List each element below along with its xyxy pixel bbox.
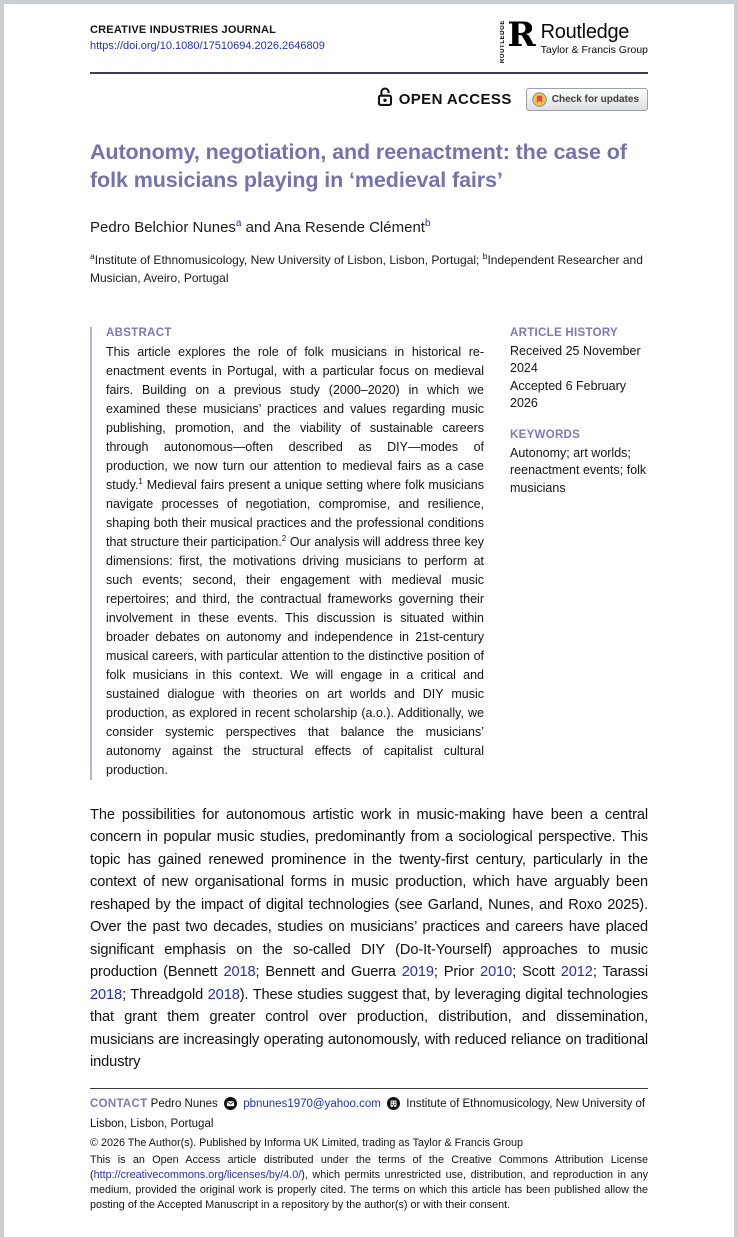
keywords-list: Autonomy; art worlds; reenactment events; folk musicians <box>510 445 647 495</box>
abstract-seg-2: Medieval fairs present a unique setting where folk musicians navigate processes of negotiation, compromise, and resilience, shaping both their musical practices and the professional conditions that structure their participation. <box>106 477 484 549</box>
license-text-pre: This is an Open Access article distributed under the terms of the Creative Commons Attribution License ( <box>90 1153 648 1181</box>
logo-group: Taylor & Francis Group <box>540 44 648 56</box>
body-seg-1: The possibilities for autonomous artistic work in music-making have been a central concern in popular music studies, predominantly from a sociological perspective. This topic has gained renewed prominence in the twenty-first century, particularly in the context of new organisational forms in music production, which have arguably been reshaped by the impact of digital technologies (see Garland, Nunes, and Roxo 2025). Over the past two decades, studies on musicians’ practices and careers have placed significant emphasis on the so-called DIY (Do-It-Yourself) approaches to music production (Bennett <box>90 806 648 981</box>
check-for-updates-label: Check for updates <box>551 93 639 105</box>
author-2-affiliation-ref[interactable]: b <box>424 217 431 229</box>
open-access-badge <box>377 86 512 112</box>
footer <box>90 1088 648 1213</box>
author-1-affiliation-ref[interactable]: a <box>235 217 242 229</box>
citation-bennett-2018[interactable]: 2018 <box>223 964 256 981</box>
abstract-seg-1: This article explores the role of folk musicians in historical re-enactment events in Portugal, with a particular focus on medieval fairs. Building on a previous study (2000–2020) in which we examined these musicians’ practices and values regarding music publishing, promotion, and the viability of sustainable careers through autonomous—often described as DIY—modes of production, we now turn our attention to medieval fairs as a case study. <box>106 344 484 492</box>
abstract-seg-3: Our analysis will address three key dimensions: first, the motivations driving musicians to perform at such events; second, their engagement with medieval music repertoires; and third, the contractual frameworks governing their involvement in these events. This discussion is situated within broader debates on autonomy and independence in 21st-century musical careers, with particular attention to the distinctive position of folk musicians in this context. We will engage in a critical and sustained dialogue with theories on art worlds and DIY music production, as explored in recent scholarship (a.o.). Additionally, we consider systemic perspectives that balance the musicians’ autonomy against the structural effects of capitalist cultural production. <box>106 534 484 777</box>
header-rule <box>90 72 648 74</box>
journal-name: CREATIVE INDUSTRIES JOURNAL <box>90 24 277 36</box>
body-seg-4: ; Scott <box>512 964 561 981</box>
body-seg-2: ; Bennett and Guerra <box>255 964 402 981</box>
routledge-logo-icon <box>500 15 536 64</box>
article-history-heading: ARTICLE HISTORY <box>510 326 619 339</box>
author-2: Ana Resende Clément <box>274 218 425 236</box>
body-seg-6: ; Threadgold <box>122 986 208 1003</box>
body-paragraph <box>90 804 648 1074</box>
open-access-icon <box>377 86 393 112</box>
access-row <box>90 87 648 111</box>
logo-r-glyph: R <box>507 15 536 55</box>
contact-line <box>90 1096 648 1132</box>
license-paragraph <box>90 1153 648 1213</box>
article-meta-sidebar <box>510 327 648 780</box>
copyright-line: © 2026 The Author(s). Published by Informa UK Limited, trading as Taylor & Francis Group <box>90 1137 524 1150</box>
abstract-heading: ABSTRACT <box>106 326 172 339</box>
contact-name: Pedro Nunes <box>150 1098 218 1111</box>
abstract-block <box>90 327 484 780</box>
logo-brand: Routledge <box>540 21 630 43</box>
body-seg-3: ; Prior <box>433 964 481 981</box>
authors-joiner: and <box>241 218 275 236</box>
affiliation-a-marker: a <box>90 250 95 261</box>
citation-bennett-guerra-2019[interactable]: 2019 <box>401 964 434 981</box>
license-url-link[interactable]: http://creativecommons.org/licenses/by/4.0/ <box>93 1168 302 1181</box>
crossmark-icon <box>532 92 547 107</box>
journal-block <box>90 24 325 54</box>
citation-scott-2012[interactable]: 2012 <box>560 964 593 981</box>
footnote-ref-2[interactable]: 2 <box>281 533 287 543</box>
contact-email-link[interactable]: pbnunes1970@yahoo.com <box>243 1098 381 1111</box>
doi-link[interactable]: https://doi.org/10.1080/17510694.2026.2646809 <box>90 40 325 52</box>
article-title: Autonomy, negotiation, and reenactment: the case of folk musicians playing in ‘medieval fairs’ <box>90 140 627 193</box>
affiliation-building-icon <box>387 1097 400 1116</box>
contact-affiliation: Institute of Ethnomusicology, New University of Lisbon, Lisbon, Portugal <box>90 1098 646 1130</box>
keywords-heading: KEYWORDS <box>510 428 581 441</box>
abstract-section <box>90 327 648 780</box>
check-for-updates-button[interactable] <box>526 88 648 111</box>
citation-tarassi-2018[interactable]: 2018 <box>90 986 123 1003</box>
open-access-label: OPEN ACCESS <box>398 90 512 108</box>
header <box>90 15 648 64</box>
license-text-post: ), which permits unrestricted use, distribution, and reproduction in any medium, provided the original work is properly cited. The terms on which this article has been published allow the posting of the Accepted Manuscript in a repository by the author(s) or with their consent. <box>90 1168 648 1211</box>
received-date: Received 25 November 2024 <box>510 343 641 376</box>
affiliations <box>90 251 650 287</box>
email-icon <box>224 1097 237 1116</box>
logo-text <box>541 22 648 56</box>
logo-vertical-text: ROUTLEDGE <box>500 20 507 64</box>
affiliation-b: Independent Researcher and Musician, Aveiro, Portugal <box>90 252 643 285</box>
authors-line <box>90 219 648 236</box>
keywords-block <box>510 429 648 498</box>
footnote-ref-1[interactable]: 1 <box>138 476 143 486</box>
abstract-text <box>106 343 484 780</box>
publisher-logo <box>500 15 648 64</box>
author-1: Pedro Belchior Nunes <box>90 218 236 236</box>
affiliation-a: Institute of Ethnomusicology, New University of Lisbon, Lisbon, Portugal; <box>94 252 483 267</box>
citation-prior-2010[interactable]: 2010 <box>480 964 513 981</box>
body-seg-5: ; Tarassi <box>592 964 648 981</box>
article-page <box>4 4 734 1237</box>
body-seg-7: ). These studies suggest that, by leveraging digital technologies that grant them greater control over production, distribution, and dissemination, musicians are increasingly operating autonomously, with reduced reliance on traditional industry <box>90 986 649 1070</box>
citation-threadgold-2018[interactable]: 2018 <box>207 986 240 1003</box>
affiliation-b-marker: b <box>482 250 488 261</box>
contact-label: CONTACT <box>90 1098 148 1111</box>
accepted-date: Accepted 6 February 2026 <box>510 378 627 411</box>
